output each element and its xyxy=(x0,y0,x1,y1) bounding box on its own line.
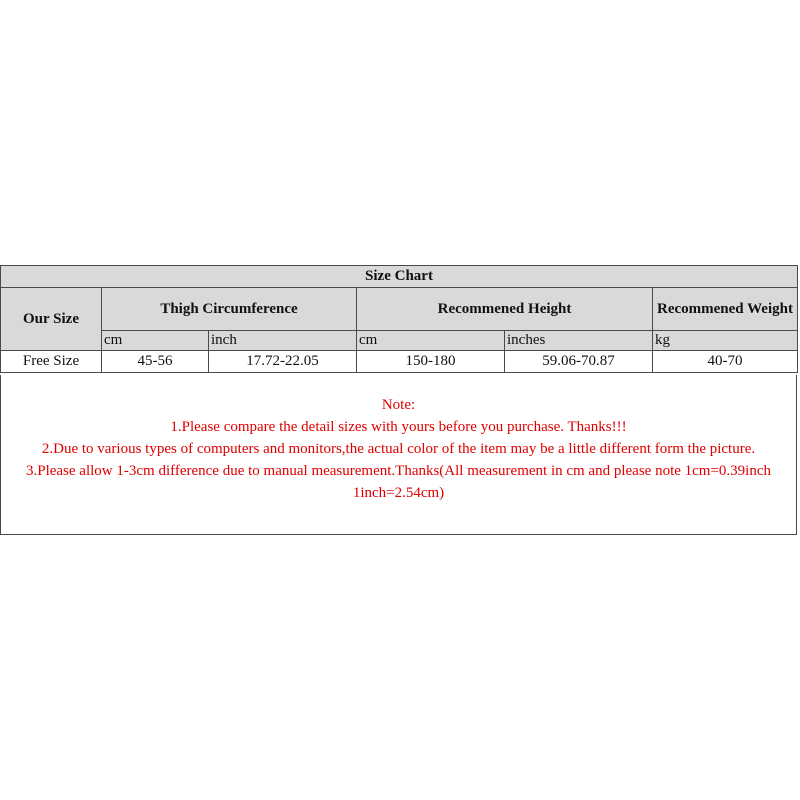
thigh-inch-cell: 17.72-22.05 xyxy=(209,351,357,373)
thigh-circumference-header: Thigh Circumference xyxy=(102,288,357,331)
thigh-cm-unit: cm xyxy=(102,331,209,351)
size-chart-table xyxy=(0,265,798,373)
our-size-header: Our Size xyxy=(1,288,102,351)
height-cm-unit: cm xyxy=(357,331,505,351)
header-group-row xyxy=(1,288,798,331)
note-box xyxy=(0,375,797,535)
size-chart-title-row xyxy=(1,266,798,288)
note-item-3: 3.Please allow 1-3cm difference due to manual measurement.Thanks(All measurement in cm and please note 1cm=0.39inch 1inch=2.54cm) xyxy=(25,463,772,501)
height-inches-cell: 59.06-70.87 xyxy=(505,351,653,373)
thigh-inch-unit: inch xyxy=(209,331,357,351)
units-row xyxy=(1,331,798,351)
weight-kg-cell: 40-70 xyxy=(653,351,798,373)
note-item-2: 2.Due to various types of computers and monitors,the actual color of the item may be a little different form the picture. xyxy=(41,441,756,457)
size-cell: Free Size xyxy=(1,351,102,373)
note-heading: Note: xyxy=(381,397,416,413)
thigh-cm-cell: 45-56 xyxy=(102,351,209,373)
note-item-1: 1.Please compare the detail sizes with yours before you purchase. Thanks!!! xyxy=(170,419,627,435)
table-row xyxy=(1,351,798,373)
height-inches-unit: inches xyxy=(505,331,653,351)
recommended-weight-header: Recommened Weight xyxy=(653,288,798,331)
weight-kg-unit: kg xyxy=(653,331,798,351)
height-cm-cell: 150-180 xyxy=(357,351,505,373)
size-chart-title: Size Chart xyxy=(1,266,798,288)
recommended-height-header: Recommened Height xyxy=(357,288,653,331)
